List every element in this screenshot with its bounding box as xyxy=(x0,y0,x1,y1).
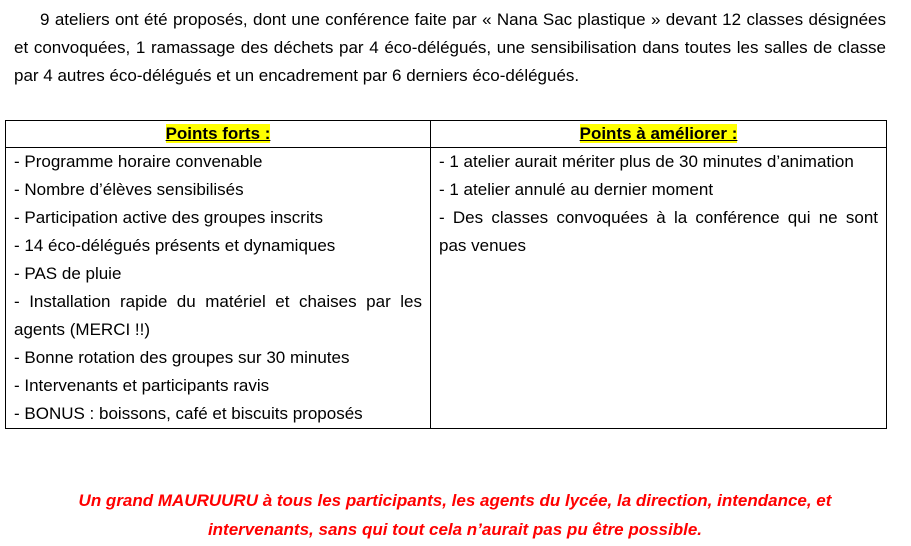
strengths-header-cell xyxy=(6,121,431,148)
improvements-header-cell xyxy=(431,121,887,148)
strength-item: - 14 éco-délégués présents et dynamiques xyxy=(14,236,336,255)
strength-item: - Programme horaire convenable xyxy=(14,152,263,171)
improvement-item: - Des classes convoquées à la conférence qui ne sont pas venues xyxy=(439,208,878,255)
strength-item: - Intervenants et participants ravis xyxy=(14,376,270,395)
table-body-row xyxy=(6,148,887,429)
improvements-header: Points à améliorer : xyxy=(579,124,738,143)
strengths-cell xyxy=(6,148,431,429)
improvements-cell xyxy=(431,148,887,429)
thanks-message: Un grand MAURUURU à tous les participants, les agents du lycée, la direction, intendance, et intervenants, sans qui tout cela n’aurait pas pu être possible. xyxy=(78,491,832,539)
strength-item: - PAS de pluie xyxy=(14,264,122,283)
intro-paragraph: 9 ateliers ont été proposés, dont une conférence faite par « Nana Sac plastique » devant 12 classes désignées et convoquées, 1 ramassage des déchets par 4 éco-délégués, une sensibilisation dans toutes les salles de classe par 4 autres éco-délégués et un encadrement par 6 derniers éco-délégués. xyxy=(14,10,886,85)
strength-item: - Installation rapide du matériel et chaises par les agents (MERCI !!) xyxy=(14,292,422,339)
strength-item: - Nombre d’élèves sensibilisés xyxy=(14,180,244,199)
strength-item: - Bonne rotation des groupes sur 30 minutes xyxy=(14,348,350,367)
improvement-item: - 1 atelier aurait mériter plus de 30 minutes d’animation xyxy=(439,152,854,171)
improvement-item: - 1 atelier annulé au dernier moment xyxy=(439,180,714,199)
strength-item: - BONUS : boissons, café et biscuits proposés xyxy=(14,404,363,423)
strength-item: - Participation active des groupes inscrits xyxy=(14,208,323,227)
evaluation-table xyxy=(5,120,887,429)
table-header-row xyxy=(6,121,887,148)
strengths-header: Points forts : xyxy=(165,124,271,143)
